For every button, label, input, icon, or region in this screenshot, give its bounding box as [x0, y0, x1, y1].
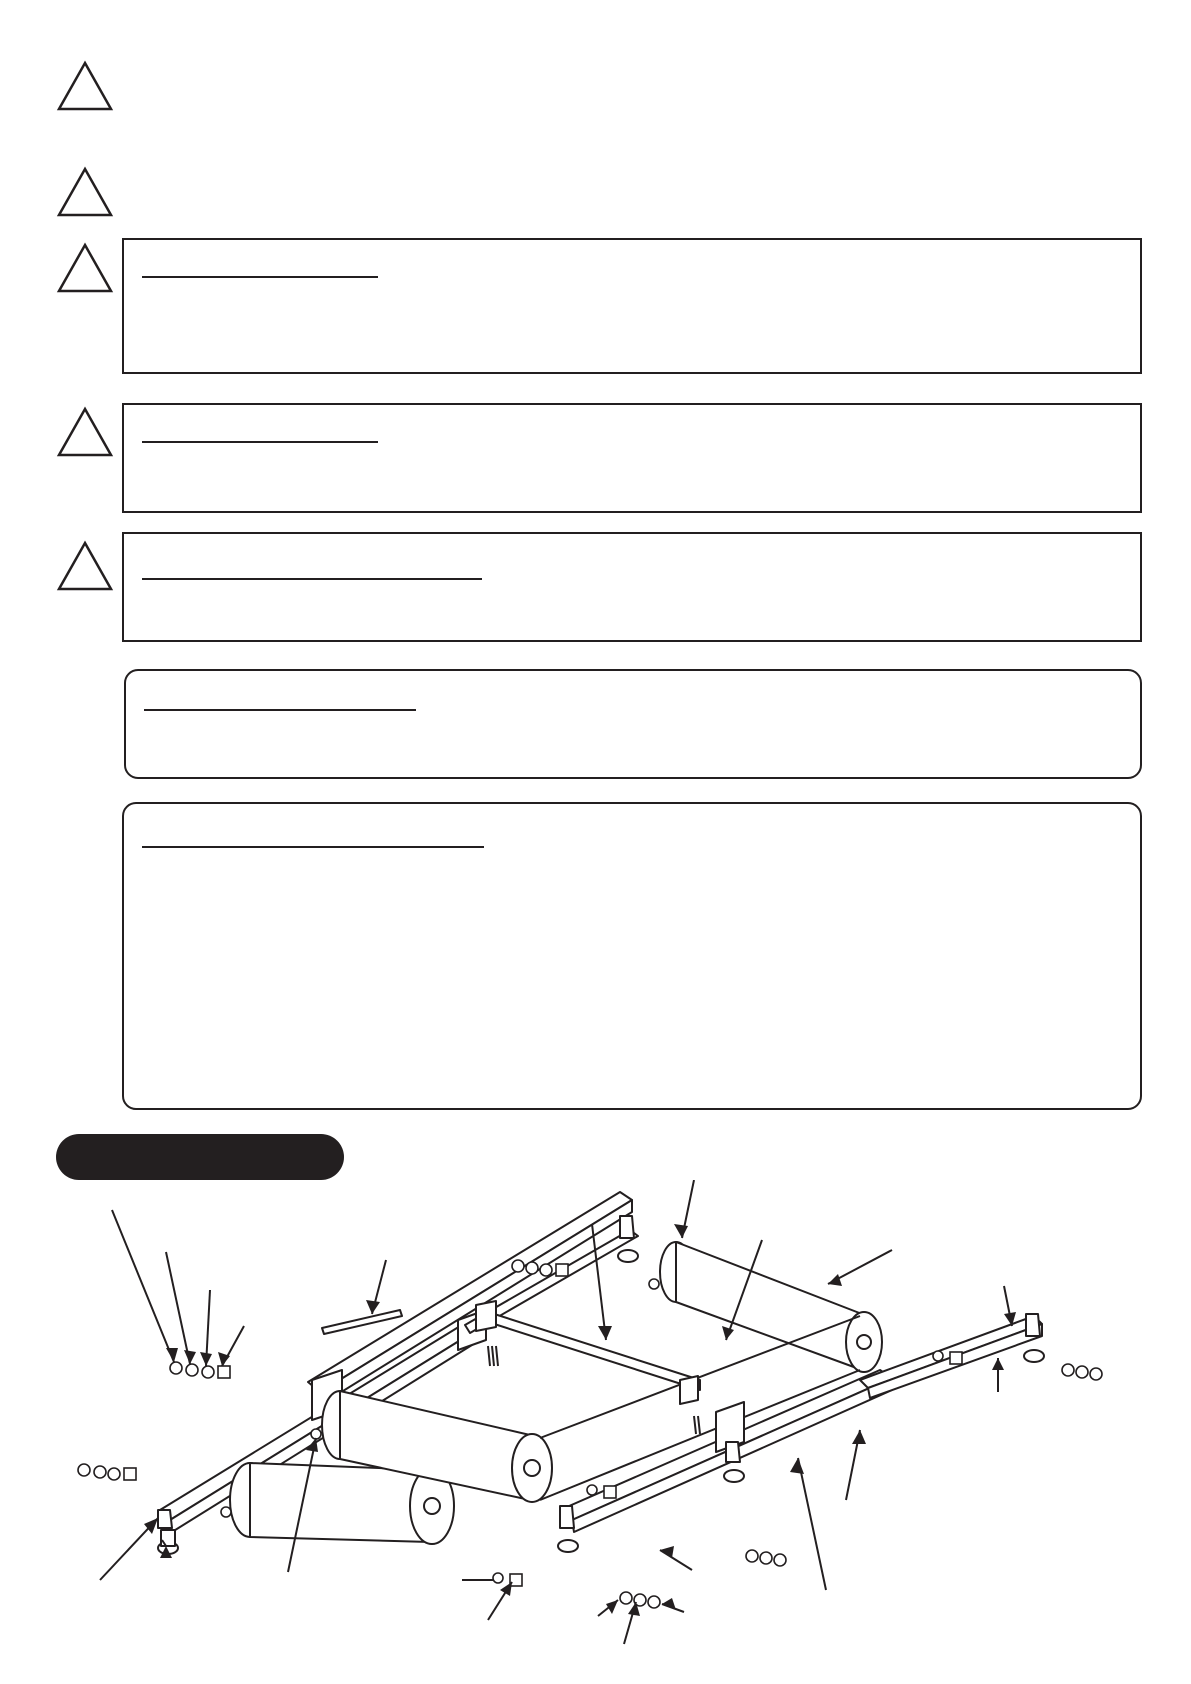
warning-box: [122, 403, 1142, 513]
warning-box: [122, 532, 1142, 642]
warning-triangle-icon: [56, 242, 114, 294]
warning-box-title-rule: [142, 578, 482, 580]
warning-box-title-rule: [142, 276, 378, 278]
upper-frame-rail: [308, 1192, 632, 1392]
leveling-foot: [158, 1510, 172, 1528]
note-box-title-rule: [142, 846, 484, 848]
exploded-roller-assembly-diagram: [0, 1180, 1191, 1684]
rear-roller: [660, 1242, 882, 1372]
note-box: [122, 802, 1142, 1110]
warning-triangle-icon: [56, 60, 114, 112]
adhesive-strip: [322, 1310, 402, 1334]
cross-bar: [488, 1312, 700, 1390]
note-box: [124, 669, 1142, 779]
warning-triangle-icon: [56, 540, 114, 592]
warning-triangle-icon: [56, 166, 114, 218]
note-box-title-rule: [144, 709, 416, 711]
warning-box-title-rule: [142, 441, 378, 443]
warning-box: [122, 238, 1142, 374]
callout-arrowheads: [144, 1224, 1016, 1616]
warning-triangle-icon: [56, 406, 114, 458]
hardware-set: [78, 1260, 1102, 1608]
section-header-pill: [56, 1134, 344, 1180]
